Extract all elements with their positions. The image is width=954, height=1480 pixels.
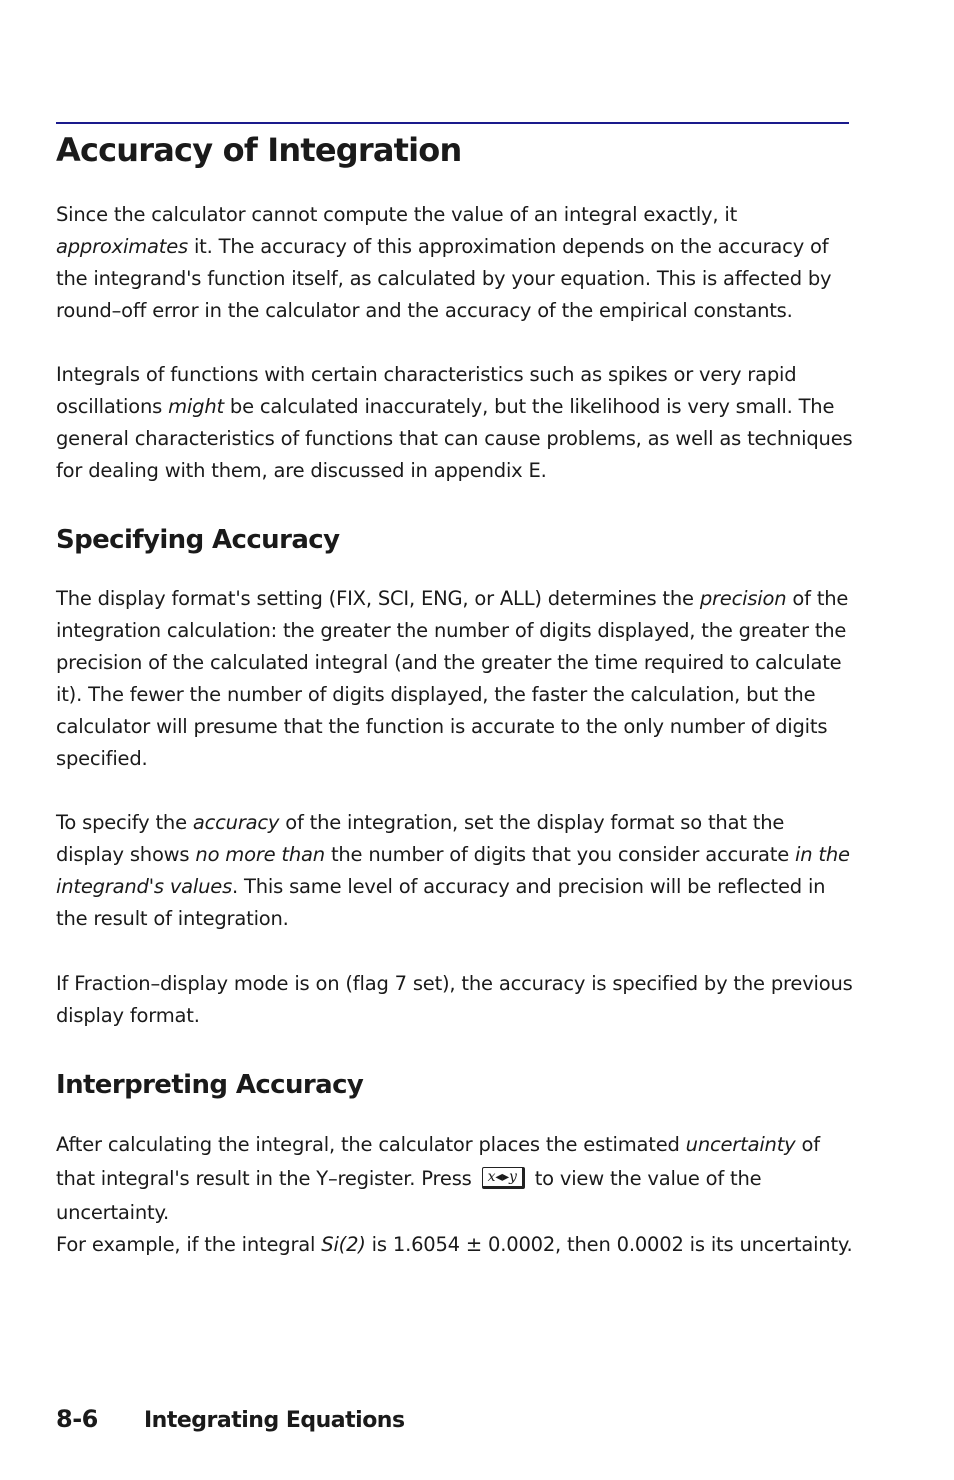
page-title: Accuracy of Integration <box>56 131 462 169</box>
header-rule <box>56 122 849 124</box>
specifying-paragraph-2: To specify the accuracy of the integration, set the display format so that the display shows no more than the number of digits that you consider accurate in the integrand's values. This same level of accuracy and precision will be reflected in the result of integration. <box>56 811 850 930</box>
chapter-title: Integrating Equations <box>144 1408 405 1433</box>
swap-xy-key-icon: x◂▸y <box>482 1167 525 1189</box>
section-heading-interpreting: Interpreting Accuracy <box>56 1070 364 1100</box>
interpreting-paragraph-2: For example, if the integral Si(2) is 1.6054 ± 0.0002, then 0.0002 is its uncertainty. <box>56 1233 853 1256</box>
intro-paragraph-1: Since the calculator cannot compute the value of an integral exactly, it approximates it. The accuracy of this approximation depends on the accuracy of the integrand's function itself, as calculated by your equation. This is affected by round–off error in the calculator and the accuracy of the empirical constants. <box>56 203 832 322</box>
page-footer <box>56 1402 405 1438</box>
page-number: 8-6 <box>56 1405 98 1433</box>
intro-paragraph-2: Integrals of functions with certain characteristics such as spikes or very rapid oscillations might be calculated inaccurately, but the likelihood is very small. The general characteristics of functions that can cause problems, as well as techniques for dealing with them, are discussed in appendix E. <box>56 363 853 482</box>
interpreting-paragraph-1: After calculating the integral, the calculator places the estimated uncertainty of that integral's result in the Y–register. Press x◂▸y to view the value of the uncertainty. <box>56 1133 820 1224</box>
specifying-paragraph-1: The display format's setting (FIX, SCI, ENG, or ALL) determines the precision of the integration calculation: the greater the number of digits displayed, the greater the precision of the calculated integral (and the greater the time required to calculate it). The fewer the number of digits displayed, the faster the calculation, but the calculator will presume that the function is accurate to the only number of digits specified. <box>56 587 849 770</box>
specifying-paragraph-3: If Fraction–display mode is on (flag 7 set), the accuracy is specified by the previous display format. <box>56 972 853 1027</box>
section-heading-specifying: Specifying Accuracy <box>56 525 340 555</box>
